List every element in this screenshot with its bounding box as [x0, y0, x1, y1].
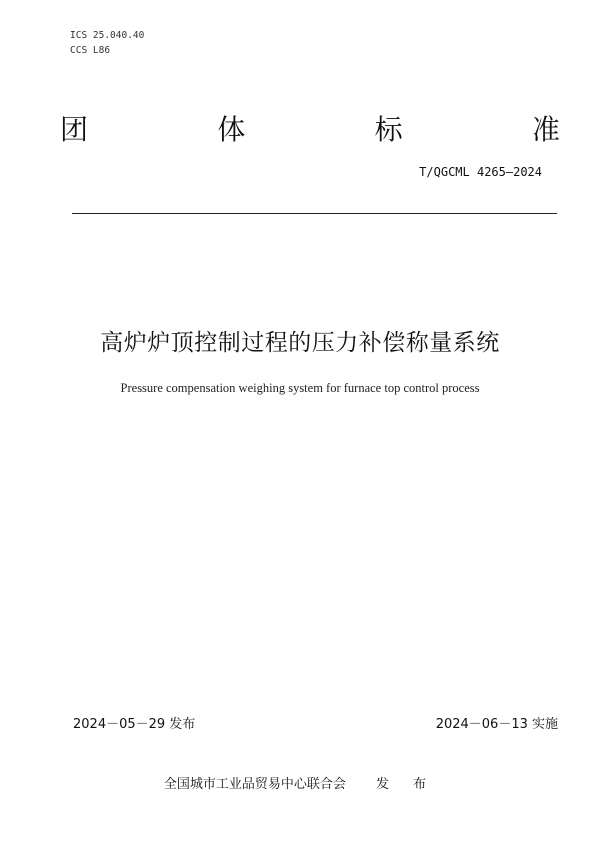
category-char-2: 体: [217, 113, 246, 146]
document-title-en: Pressure compensation weighing system for furnace top control process: [120, 381, 480, 395]
document-title-zh: 高炉炉顶控制过程的压力补偿称量系统: [100, 330, 500, 356]
issuer-name: 全国城市工业品贸易中心联合会: [163, 777, 346, 792]
header-divider: [72, 213, 557, 214]
classification-codes: [70, 28, 144, 58]
publish-date: 2024－05－29 发布: [73, 717, 196, 732]
category-char-3: 标: [374, 113, 403, 146]
category-char-4: 准: [531, 113, 560, 146]
effective-date: 2024－06－13 实施: [435, 717, 558, 732]
category-char-1: 团: [60, 113, 89, 146]
ics-code: ICS 25.040.40: [70, 30, 145, 41]
issuer-line: [0, 776, 600, 794]
issue-label: 发 布: [376, 777, 437, 792]
ccs-code: CCS L86: [70, 45, 111, 56]
standard-number: T/QGCML 4265—2024: [419, 165, 542, 179]
standard-category-heading: [60, 112, 560, 148]
